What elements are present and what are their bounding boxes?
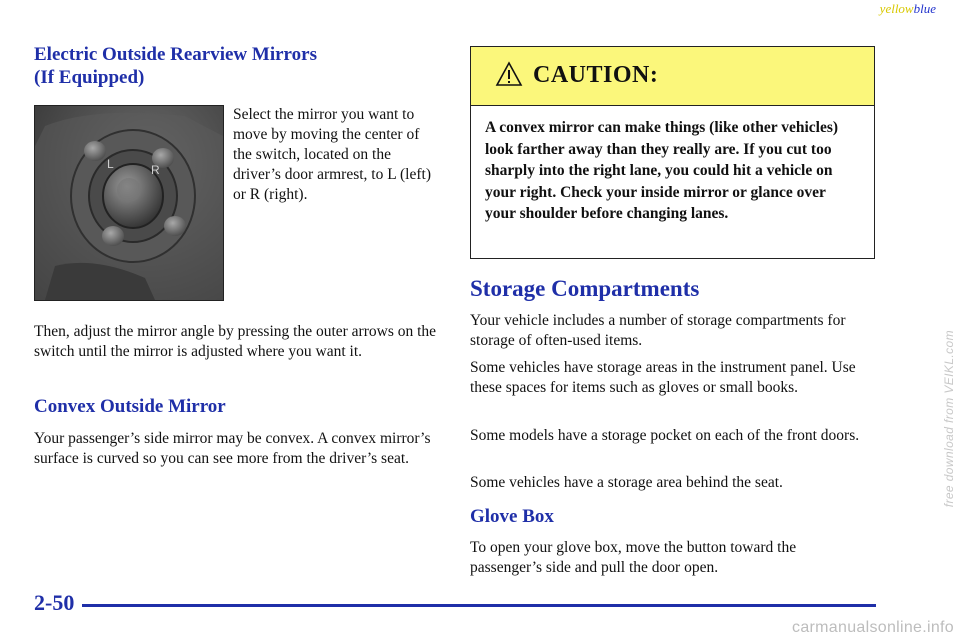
storage-paragraph-4: Some vehicles have a storage area behind the seat. xyxy=(470,474,783,491)
caution-title: CAUTION: xyxy=(533,62,659,88)
mirror-switch-illustration xyxy=(35,106,223,300)
color-word-blue: blue xyxy=(913,1,936,16)
color-word-yellow: yellow xyxy=(879,1,914,16)
mirrors-heading xyxy=(34,43,317,89)
storage-paragraph-2: Some vehicles have storage areas in the instrument panel. Use these spaces for items such as gloves or small books. xyxy=(470,359,856,396)
page-number: 2-50 xyxy=(34,590,75,615)
side-watermark: free download from VEIKL.com xyxy=(942,330,956,508)
convex-mirror-text: Your passenger’s side mirror may be convex. A convex mirror’s surface is curved so you can see more from the driver’s seat. xyxy=(34,430,431,467)
glove-box-heading: Glove Box xyxy=(470,506,554,527)
footer-rule xyxy=(82,604,876,607)
mirrors-heading-line1: Electric Outside Rearview Mirrors xyxy=(34,44,317,65)
caution-header xyxy=(471,47,874,106)
storage-paragraph-3: Some models have a storage pocket on each of the front doors. xyxy=(470,427,860,444)
photo-label-left: L xyxy=(107,157,114,171)
mirrors-heading-line2: (If Equipped) xyxy=(34,67,145,88)
storage-heading: Storage Compartments xyxy=(470,276,700,301)
storage-paragraph-1: Your vehicle includes a number of storage compartments for storage of often-used items. xyxy=(470,312,846,349)
adjust-mirror-text: Then, adjust the mirror angle by pressing the outer arrows on the switch until the mirror is adjusted where you want it. xyxy=(34,323,437,360)
photo-label-right: R xyxy=(151,163,160,177)
bottom-watermark: carmanualsonline.info xyxy=(792,619,954,636)
convex-mirror-heading: Convex Outside Mirror xyxy=(34,396,226,417)
mirror-switch-photo xyxy=(34,105,224,301)
caution-body: A convex mirror can make things (like other vehicles) look farther away than they really are. If you cut too sharply into the right lane, you could hit a vehicle on your right. Check your inside mirror or glance over your shoulder before changing lanes. xyxy=(485,119,839,222)
color-registration-mark xyxy=(880,1,936,17)
glove-box-text: To open your glove box, move the button toward the passenger’s side and pull the door open. xyxy=(470,539,797,576)
select-mirror-text: Select the mirror you want to move by moving the center of the switch, located on the driver’s door armrest, to L (left) or R (right). xyxy=(233,106,431,203)
caution-box xyxy=(470,46,875,259)
warning-triangle-icon xyxy=(495,61,523,92)
